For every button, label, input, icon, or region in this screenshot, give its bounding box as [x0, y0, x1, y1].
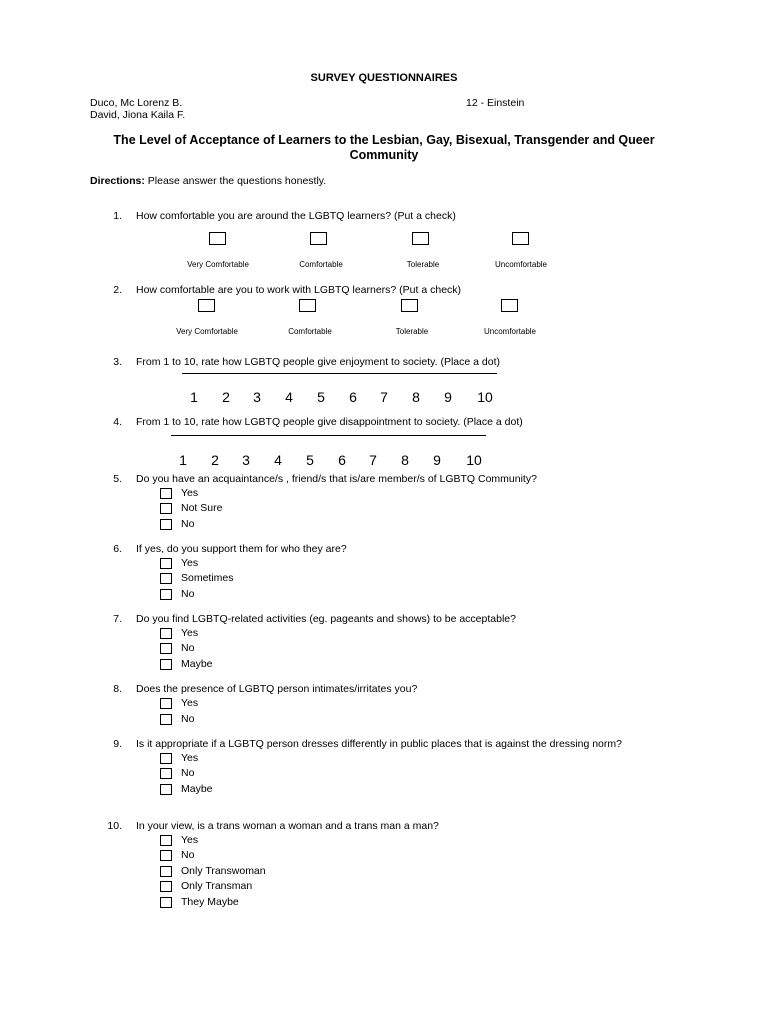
question-2-number: 2.: [113, 284, 122, 296]
q5-checkbox-yes[interactable]: [160, 488, 172, 499]
directions-label: Directions:: [90, 175, 145, 187]
q9-checkbox-yes[interactable]: [160, 753, 172, 764]
q2-checkbox-tolerable[interactable]: [401, 299, 418, 312]
q8-option-no: No: [181, 713, 195, 725]
q1-checkbox-tolerable[interactable]: [412, 232, 429, 245]
q6-checkbox-no[interactable]: [160, 589, 172, 600]
q2-label-tolerable: Tolerable: [395, 327, 429, 336]
q6-option-no: No: [181, 588, 195, 600]
question-5-number: 5.: [113, 473, 122, 485]
q3-scale-8[interactable]: 8: [412, 389, 420, 405]
q1-checkbox-uncomfortable[interactable]: [512, 232, 529, 245]
question-7-number: 7.: [113, 613, 122, 625]
q8-checkbox-yes[interactable]: [160, 698, 172, 709]
q4-scale-2[interactable]: 2: [211, 452, 219, 468]
q2-label-very-comfortable: Very Comfortable: [176, 327, 238, 336]
q3-scale-9[interactable]: 9: [444, 389, 452, 405]
q4-scale-3[interactable]: 3: [242, 452, 250, 468]
q5-option-no: No: [181, 518, 195, 530]
q2-checkbox-uncomfortable[interactable]: [501, 299, 518, 312]
author-1: Duco, Mc Lorenz B.: [90, 97, 183, 109]
q4-scale-4[interactable]: 4: [274, 452, 282, 468]
q4-scale-6[interactable]: 6: [338, 452, 346, 468]
question-5-text: Do you have an acquaintance/s , friend/s that is/are member/s of LGBTQ Community?: [136, 473, 537, 485]
q6-option-yes: Yes: [181, 557, 199, 569]
q7-checkbox-yes[interactable]: [160, 628, 172, 639]
q3-dot-line[interactable]: [182, 373, 497, 374]
q4-scale-8[interactable]: 8: [401, 452, 409, 468]
q4-scale-10[interactable]: 10: [466, 452, 482, 468]
directions: [90, 175, 326, 187]
question-9-text: Is it appropriate if a LGBTQ person dresses differently in public places that is against the dressing norm?: [136, 738, 622, 750]
q3-scale-5[interactable]: 5: [317, 389, 325, 405]
q10-option-only-transman: Only Transman: [181, 880, 253, 892]
q2-label-uncomfortable: Uncomfortable: [483, 327, 537, 336]
question-2-text: How comfortable are you to work with LGBTQ learners? (Put a check): [136, 284, 462, 296]
section-label: 12 - Einstein: [466, 97, 525, 109]
q9-option-yes: Yes: [181, 752, 199, 764]
q7-option-yes: Yes: [181, 627, 199, 639]
q8-option-yes: Yes: [181, 697, 199, 709]
q1-label-comfortable: Comfortable: [299, 260, 343, 269]
q10-option-yes: Yes: [181, 834, 199, 846]
q7-option-maybe: Maybe: [181, 658, 213, 670]
directions-text: Please answer the questions honestly.: [147, 175, 327, 187]
q9-checkbox-maybe[interactable]: [160, 784, 172, 795]
question-7-text: Do you find LGBTQ-related activities (eg. pageants and shows) to be acceptable?: [136, 613, 516, 625]
q10-checkbox-no[interactable]: [160, 850, 172, 861]
q5-option-yes: Yes: [181, 487, 199, 499]
q1-label-very-comfortable: Very Comfortable: [187, 260, 249, 269]
question-4-text: From 1 to 10, rate how LGBTQ people give disappointment to society. (Place a dot): [136, 416, 523, 428]
question-1-number: 1.: [113, 210, 122, 222]
q2-label-comfortable: Comfortable: [288, 327, 332, 336]
question-8-number: 8.: [113, 683, 122, 695]
q4-scale-1[interactable]: 1: [179, 452, 187, 468]
q1-checkbox-comfortable[interactable]: [310, 232, 327, 245]
question-3-text: From 1 to 10, rate how LGBTQ people give enjoyment to society. (Place a dot): [136, 356, 500, 368]
q3-scale-4[interactable]: 4: [285, 389, 293, 405]
q6-checkbox-sometimes[interactable]: [160, 573, 172, 584]
question-3-number: 3.: [113, 356, 122, 368]
q10-option-they-maybe: They Maybe: [181, 896, 239, 908]
q7-checkbox-no[interactable]: [160, 643, 172, 654]
question-8-text: Does the presence of LGBTQ person intimates/irritates you?: [136, 683, 418, 695]
q10-checkbox-they-maybe[interactable]: [160, 897, 172, 908]
q5-checkbox-no[interactable]: [160, 519, 172, 530]
q7-option-no: No: [181, 642, 195, 654]
q9-checkbox-no[interactable]: [160, 768, 172, 779]
q9-option-maybe: Maybe: [181, 783, 213, 795]
question-10-text: In your view, is a trans woman a woman and a trans man a man?: [136, 820, 439, 832]
q7-checkbox-maybe[interactable]: [160, 659, 172, 670]
q4-scale-5[interactable]: 5: [306, 452, 314, 468]
q4-scale-7[interactable]: 7: [369, 452, 377, 468]
q3-scale-7[interactable]: 7: [380, 389, 388, 405]
q5-checkbox-not-sure[interactable]: [160, 503, 172, 514]
q10-option-only-transwoman: Only Transwoman: [181, 865, 266, 877]
q1-label-tolerable: Tolerable: [406, 260, 440, 269]
question-6-number: 6.: [113, 543, 122, 555]
q10-checkbox-only-transman[interactable]: [160, 881, 172, 892]
q4-scale-9[interactable]: 9: [433, 452, 441, 468]
q2-checkbox-comfortable[interactable]: [299, 299, 316, 312]
q10-checkbox-only-transwoman[interactable]: [160, 866, 172, 877]
q1-label-uncomfortable: Uncomfortable: [494, 260, 548, 269]
q3-scale-1[interactable]: 1: [190, 389, 198, 405]
question-9-number: 9.: [113, 738, 122, 750]
question-4-number: 4.: [113, 416, 122, 428]
q3-scale-2[interactable]: 2: [222, 389, 230, 405]
q3-scale-10[interactable]: 10: [477, 389, 493, 405]
q6-option-sometimes: Sometimes: [181, 572, 234, 584]
question-6-text: If yes, do you support them for who they are?: [136, 543, 347, 555]
q10-checkbox-yes[interactable]: [160, 835, 172, 846]
q4-dot-line[interactable]: [171, 435, 486, 436]
q3-scale-3[interactable]: 3: [253, 389, 261, 405]
q10-option-no: No: [181, 849, 195, 861]
q3-scale-6[interactable]: 6: [349, 389, 357, 405]
author-2: David, Jiona Kaila F.: [90, 109, 186, 121]
q6-checkbox-yes[interactable]: [160, 558, 172, 569]
question-10-number: 10.: [107, 820, 122, 832]
q1-checkbox-very-comfortable[interactable]: [209, 232, 226, 245]
q8-checkbox-no[interactable]: [160, 714, 172, 725]
q9-option-no: No: [181, 767, 195, 779]
survey-heading: SURVEY QUESTIONNAIRES: [310, 72, 458, 84]
q2-checkbox-very-comfortable[interactable]: [198, 299, 215, 312]
question-1-text: How comfortable you are around the LGBTQ learners? (Put a check): [136, 210, 456, 222]
q5-option-not-sure: Not Sure: [181, 502, 223, 514]
survey-title: The Level of Acceptance of Learners to the Lesbian, Gay, Bisexual, Transgender and Queer Community: [113, 133, 655, 162]
